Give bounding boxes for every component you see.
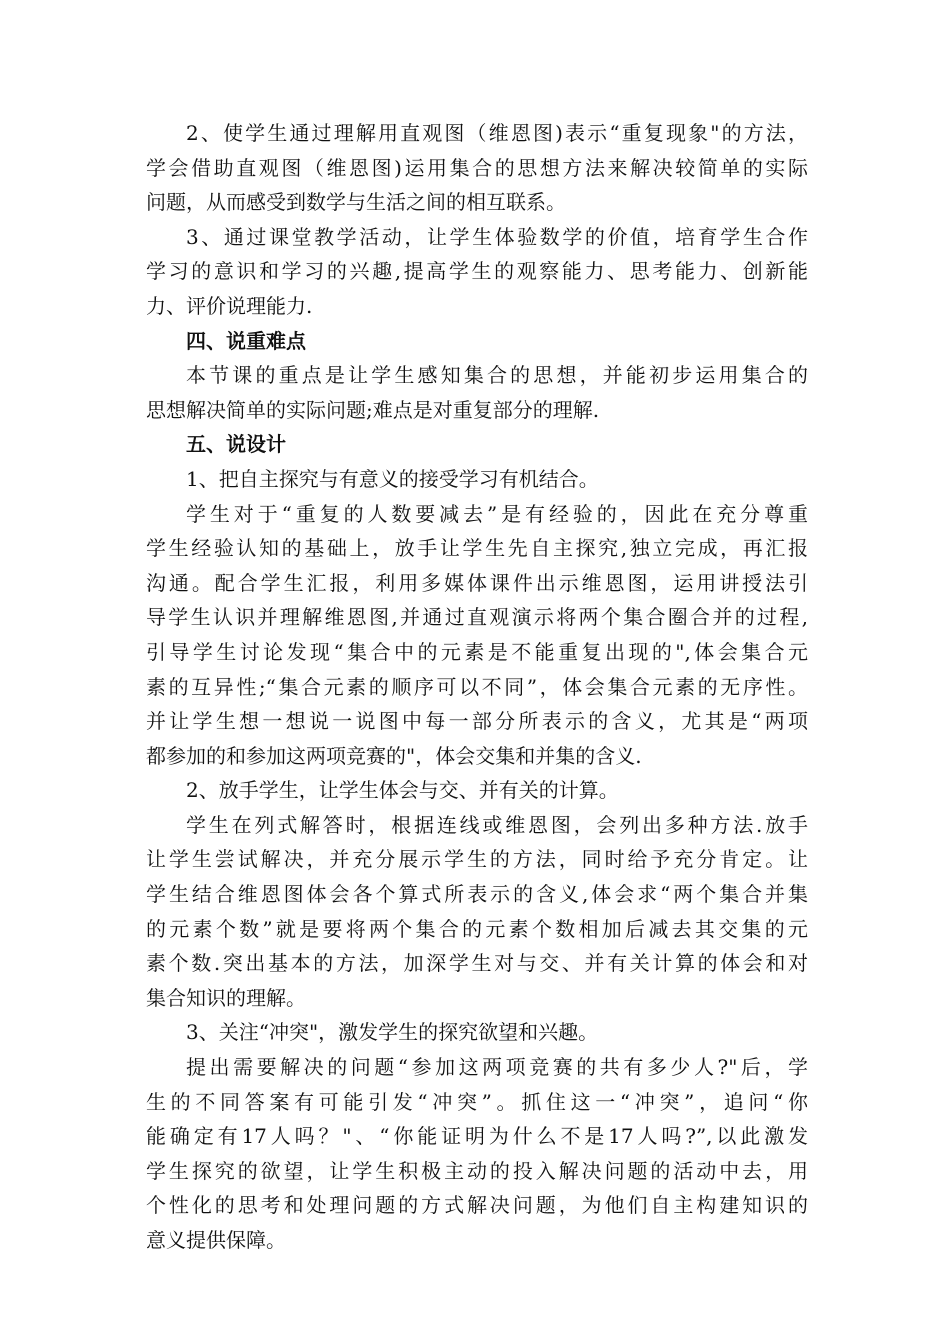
paragraph-goal-3 bbox=[146, 220, 808, 324]
text-line: 的元素个数”就是要将两个集合的元素个数相加后减去其交集的元 bbox=[146, 916, 808, 941]
text-line: 生的不同答案有可能引发“冲突”。抓住这一“冲突”，追问“你 bbox=[146, 1089, 808, 1114]
text-line: 学生探究的欲望，让学生积极主动的投入解决问题的活动中去，用 bbox=[146, 1158, 808, 1183]
text-line: 能确定有17人吗？"、“你能证明为什么不是17人吗?”,以此激发 bbox=[146, 1124, 808, 1149]
text-line: 个性化的思考和处理问题的方式解决问题，为他们自主构建知识的 bbox=[146, 1193, 808, 1218]
paragraph-goal-2 bbox=[146, 116, 808, 220]
section-heading-design bbox=[146, 427, 808, 462]
text-line: 2、放手学生，让学生体会与交、并有关的计算。 bbox=[186, 778, 619, 803]
paragraph-design-3-title bbox=[146, 1015, 808, 1050]
paragraph-design-2-title bbox=[146, 773, 808, 808]
text-line: 学会借助直观图（维恩图)运用集合的思想方法来解决较简单的实际 bbox=[146, 155, 808, 180]
section-heading: 五、说设计 bbox=[186, 432, 286, 457]
paragraph-design-3-body bbox=[146, 1050, 808, 1258]
text-line: 3、关注“冲突"，激发学生的探究欲望和兴趣。 bbox=[186, 1020, 599, 1045]
document-page bbox=[146, 116, 808, 1258]
text-line: 并让学生想一想说一说图中每一部分所表示的含义，尤其是“两项 bbox=[146, 709, 808, 734]
text-line: 都参加的和参加这两项竞赛的"，体会交集和并集的含义. bbox=[146, 743, 642, 768]
section-heading-key-points bbox=[146, 324, 808, 359]
text-line: 沟通。配合学生汇报，利用多媒体课件出示维恩图，运用讲授法引 bbox=[146, 570, 808, 595]
text-line: 学生对于“重复的人数要减去”是有经验的，因此在充分尊重 bbox=[186, 501, 808, 526]
text-line: 集合知识的理解。 bbox=[146, 985, 306, 1010]
section-heading: 四、说重难点 bbox=[186, 328, 306, 353]
paragraph-design-2-body bbox=[146, 808, 808, 1016]
text-line: 学生在列式解答时，根据连线或维恩图，会列出多种方法.放手 bbox=[186, 812, 808, 837]
text-line: 学习的意识和学习的兴趣,提高学生的观察能力、思考能力、创新能 bbox=[146, 259, 808, 284]
text-line: 1、把自主探究与有意义的接受学习有机结合。 bbox=[186, 466, 599, 491]
text-line: 2、使学生通过理解用直观图（维恩图)表示“重复现象"的方法， bbox=[186, 121, 808, 145]
text-line: 素的互异性;“集合元素的顺序可以不同”，体会集合元素的无序性。 bbox=[146, 674, 808, 699]
text-line: 意义提供保障。 bbox=[146, 1228, 286, 1252]
text-line: 问题，从而感受到数学与生活之间的相互联系。 bbox=[146, 190, 566, 215]
paragraph-key-points bbox=[146, 358, 808, 427]
text-line: 素个数.突出基本的方法，加深学生对与交、并有关计算的体会和对 bbox=[146, 951, 808, 976]
text-line: 力、评价说理能力. bbox=[146, 293, 313, 318]
text-line: 3、通过课堂教学活动，让学生体验数学的价值，培育学生合作 bbox=[186, 224, 808, 249]
paragraph-design-1-body bbox=[146, 497, 808, 774]
text-line: 提出需要解决的问题“参加这两项竞赛的共有多少人?"后，学 bbox=[186, 1055, 808, 1080]
text-line: 学生结合维恩图体会各个算式所表示的含义,体会求“两个集合并集 bbox=[146, 882, 808, 907]
paragraph-design-1-title bbox=[146, 462, 808, 497]
text-line: 本节课的重点是让学生感知集合的思想，并能初步运用集合的 bbox=[186, 363, 808, 388]
text-line: 思想解决简单的实际问题;难点是对重复部分的理解. bbox=[146, 397, 600, 422]
text-line: 引导学生讨论发现“集合中的元素是不能重复出现的",体会集合元 bbox=[146, 639, 808, 664]
text-line: 学生经验认知的基础上，放手让学生先自主探究,独立完成，再汇报 bbox=[146, 536, 808, 561]
text-line: 导学生认识并理解维恩图,并通过直观演示将两个集合圈合并的过程, bbox=[146, 605, 808, 630]
text-line: 让学生尝试解决，并充分展示学生的方法，同时给予充分肯定。让 bbox=[146, 847, 808, 872]
